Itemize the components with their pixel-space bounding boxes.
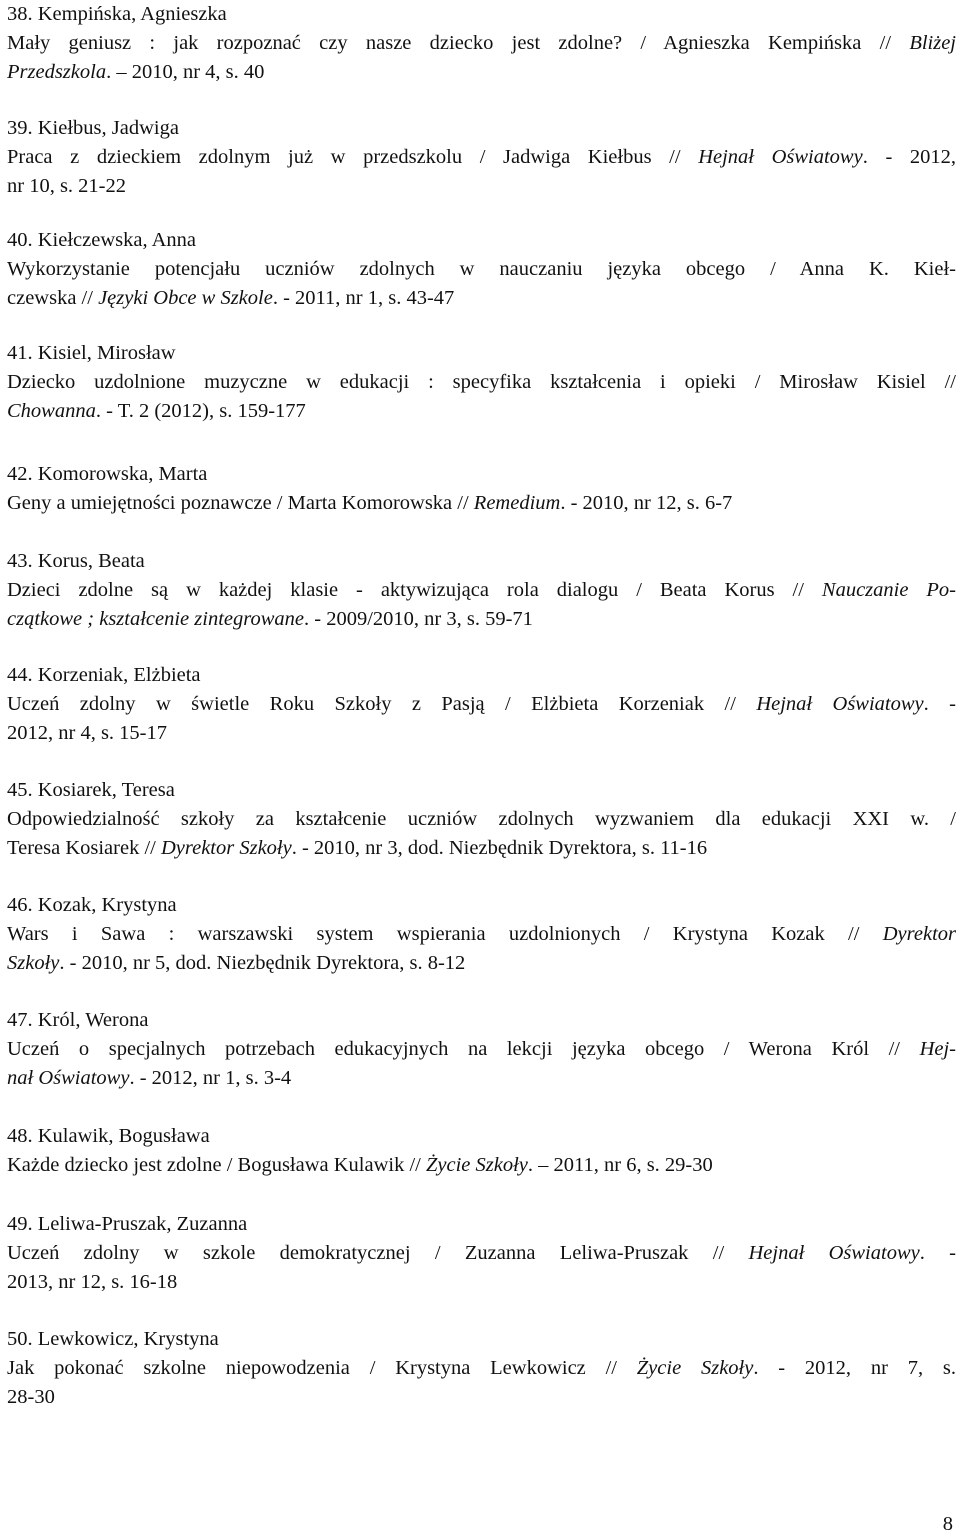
citation-text: . – 2010, nr 4, s. 40 — [106, 61, 265, 83]
journal-title: Przedszkola — [7, 61, 107, 83]
citation-text: Praca z dzieckiem zdolnym już w przedszkolu / Jadwiga Kiełbus // — [7, 146, 699, 168]
entry-description-line — [7, 690, 956, 719]
citation-text: 28-30 — [7, 1386, 55, 1408]
citation-text: . - 2012, nr 7, s. — [753, 1357, 957, 1379]
page-number: 8 — [942, 1513, 953, 1535]
citation-text: Uczeń zdolny w szkole demokratycznej / Zuzanna Leliwa-Pruszak // — [7, 1242, 749, 1264]
citation-text: . - 2012, nr 1, s. 3-4 — [129, 1067, 292, 1089]
citation-text: Jak pokonać szkolne niepowodzenia / Krystyna Lewkowicz // — [7, 1357, 637, 1379]
entry-description-line — [7, 172, 956, 201]
journal-title: Dyrektor Szkoły — [160, 837, 292, 859]
entry-description-line — [7, 29, 956, 58]
entry-description-line — [7, 805, 956, 834]
journal-title: czątkowe ; kształcenie zintegrowane — [7, 608, 304, 630]
entry-heading: 42. Komorowska, Marta — [7, 463, 208, 485]
entry-description-line — [7, 576, 956, 605]
bibliography-entry — [7, 1325, 956, 1412]
journal-title: Hejnał Oświatowy — [756, 693, 924, 715]
journal-title: Nauczanie Po- — [821, 579, 956, 601]
journal-title: Chowanna — [7, 400, 96, 422]
bibliography-entry — [7, 1210, 956, 1297]
entry-description-line — [7, 834, 956, 863]
citation-text: Każde dziecko jest zdolne / Bogusława Kulawik // — [7, 1154, 426, 1176]
journal-title: Życie Szkoły — [636, 1357, 754, 1379]
entry-heading: 47. Król, Werona — [7, 1009, 149, 1031]
citation-text: . - 2011, nr 1, s. 43-47 — [272, 287, 455, 309]
citation-text: . - — [923, 693, 957, 715]
entry-description-line — [7, 143, 956, 172]
entry-description-line — [7, 719, 956, 748]
entry-heading: 41. Kisiel, Mirosław — [7, 342, 176, 364]
entry-heading: 46. Kozak, Krystyna — [7, 894, 177, 916]
entry-description-line — [7, 397, 956, 426]
entry-heading: 45. Kosiarek, Teresa — [7, 779, 175, 801]
citation-text: Wykorzystanie potencjału uczniów zdolnych w nauczaniu języka obcego / Anna K. Kieł- — [7, 258, 956, 280]
entry-heading: 50. Lewkowicz, Krystyna — [7, 1328, 219, 1350]
citation-text: Mały geniusz : jak rozpoznać czy nasze dziecko jest zdolne? / Agnieszka Kempińska // — [7, 32, 910, 54]
citation-text: 2012, nr 4, s. 15-17 — [7, 722, 168, 744]
bibliography-entry — [7, 891, 956, 978]
citation-text: . - 2010, nr 3, dod. Niezbędnik Dyrektora, s. 11-16 — [291, 837, 708, 859]
entry-description-line — [7, 284, 956, 313]
journal-title: Remedium — [473, 492, 561, 514]
citation-text: . - 2010, nr 12, s. 6-7 — [560, 492, 733, 514]
citation-text: Dziecko uzdolnione muzyczne w edukacji : specyfika kształcenia i opieki / Mirosław Kisiel // — [7, 371, 956, 393]
journal-title: Hej- — [919, 1038, 956, 1060]
entry-description-line — [7, 368, 956, 397]
entry-description-line — [7, 949, 956, 978]
entry-description-line — [7, 1035, 956, 1064]
citation-text: Uczeń zdolny w świetle Roku Szkoły z Pasją / Elżbieta Korzeniak // — [7, 693, 757, 715]
entry-description-line — [7, 489, 956, 518]
entry-description-line — [7, 920, 956, 949]
entry-description-line — [7, 58, 956, 87]
bibliography-entry — [7, 661, 956, 748]
bibliography-entry — [7, 460, 956, 518]
citation-text: czewska // — [7, 287, 99, 309]
entry-description-line — [7, 605, 956, 634]
entry-heading: 38. Kempińska, Agnieszka — [7, 3, 227, 25]
journal-title: Hejnał Oświatowy — [698, 146, 863, 168]
citation-text: . - 2009/2010, nr 3, s. 59-71 — [304, 608, 533, 630]
citation-text: 2013, nr 12, s. 16-18 — [7, 1271, 178, 1293]
entry-description-line — [7, 1064, 956, 1093]
citation-text: Odpowiedzialność szkoły za kształcenie uczniów zdolnych wyzwaniem dla edukacji XXI w. / — [7, 808, 956, 830]
journal-title: Szkoły — [7, 952, 60, 974]
bibliography-entry — [7, 226, 956, 313]
entry-description-line — [7, 1239, 956, 1268]
entry-heading: 49. Leliwa-Pruszak, Zuzanna — [7, 1213, 248, 1235]
citation-text: . - — [919, 1242, 957, 1264]
citation-text: Uczeń o specjalnych potrzebach edukacyjnych na lekcji języka obcego / Werona Król // — [7, 1038, 920, 1060]
entry-heading: 48. Kulawik, Bogusława — [7, 1125, 210, 1147]
citation-text: . - 2010, nr 5, dod. Niezbędnik Dyrektora, s. 8-12 — [59, 952, 466, 974]
entry-description-line — [7, 1383, 956, 1412]
journal-title: Dyrektor — [882, 923, 956, 945]
citation-text: Teresa Kosiarek // — [7, 837, 161, 859]
bibliography-entry — [7, 1122, 956, 1180]
bibliography-entry — [7, 1006, 956, 1093]
entry-description-line — [7, 1268, 956, 1297]
bibliography-entry — [7, 547, 956, 634]
journal-title: Języki Obce w Szkole — [98, 287, 273, 309]
bibliography-entry — [7, 776, 956, 863]
entry-description-line — [7, 1354, 956, 1383]
entry-heading: 39. Kiełbus, Jadwiga — [7, 117, 179, 139]
entry-heading: 44. Korzeniak, Elżbieta — [7, 664, 201, 686]
citation-text: . - 2012, — [862, 146, 957, 168]
journal-title: Hejnał Oświatowy — [748, 1242, 920, 1264]
entry-description-line — [7, 255, 956, 284]
citation-text: . – 2011, nr 6, s. 29-30 — [527, 1154, 713, 1176]
citation-text: Dzieci zdolne są w każdej klasie - aktywizująca rola dialogu / Beata Korus // — [7, 579, 822, 601]
journal-title: Życie Szkoły — [426, 1154, 528, 1176]
bibliography-entry — [7, 0, 956, 87]
citation-text: Geny a umiejętności poznawcze / Marta Komorowska // — [7, 492, 474, 514]
entry-heading: 43. Korus, Beata — [7, 550, 145, 572]
entry-heading: 40. Kiełczewska, Anna — [7, 229, 196, 251]
entry-description-line — [7, 1151, 956, 1180]
journal-title: nał Oświatowy — [7, 1067, 130, 1089]
citation-text: Wars i Sawa : warszawski system wspierania uzdolnionych / Krystyna Kozak // — [7, 923, 883, 945]
bibliography-entry — [7, 114, 956, 201]
journal-title: Bliżej — [909, 32, 956, 54]
bibliography-entry — [7, 339, 956, 426]
citation-text: nr 10, s. 21-22 — [7, 175, 127, 197]
citation-text: . - T. 2 (2012), s. 159-177 — [95, 400, 306, 422]
